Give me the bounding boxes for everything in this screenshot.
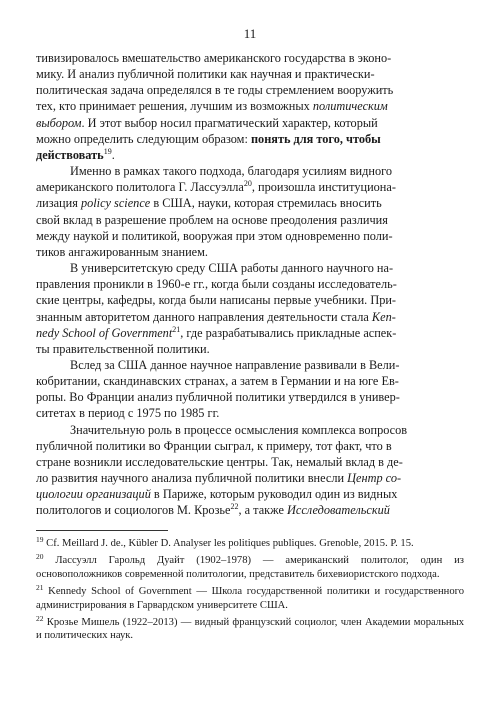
footnote-text: Лассуэлл Гарольд Дуайт (1902–1978) — американский политолог, один из основоположников современной политологии, представитель бихевиористского подхода. — [36, 555, 464, 580]
italic-text: циологии организаций — [36, 487, 151, 502]
italic-text: политическим — [312, 99, 388, 114]
text-run: политологов и социологов М. Крозье — [36, 503, 231, 518]
text-run: политическая задача определялся в те годы стремлением вооружить — [36, 83, 394, 98]
text-run: тех, кто принимает решения, лучшим из возможных — [36, 99, 313, 114]
text-run: ропы. Во Франции анализ публичной политики утвердился в универ- — [36, 390, 400, 405]
footnote-number: 19 — [36, 535, 44, 544]
text-run: ские центры, кафедры, когда были написаны первые учебники. При- — [36, 293, 397, 308]
bold-text: понять для того, чтобы — [250, 131, 381, 146]
paragraph-line — [36, 325, 464, 341]
paragraph-line — [36, 373, 464, 389]
paragraph-line — [36, 486, 464, 502]
text-run: , произошла институциона- — [251, 180, 396, 195]
footnote-ref[interactable]: 22 — [230, 502, 239, 512]
footnote-ref[interactable]: 20 — [243, 179, 252, 189]
paragraph-line — [36, 260, 464, 276]
paragraph-line — [36, 66, 464, 82]
text-run: правления проникли в 1960-е гг., когда были созданы исследователь- — [36, 277, 397, 292]
text-run: В университетскую среду США работы данного научного на- — [70, 261, 394, 276]
footnote — [36, 537, 464, 550]
text-run: . И этот выбор носил прагматический характер, который — [81, 115, 378, 130]
text-run: можно определить следующим образом: — [36, 131, 251, 146]
text-run: стране возникли исследовательские центры. Так, немалый вклад в де- — [36, 454, 403, 469]
italic-text: выбором — [36, 115, 82, 130]
footnote — [36, 616, 464, 643]
paragraph-line — [36, 292, 464, 308]
text-run: кобритании, скандинавских странах, а затем в Германии и на юге Ев- — [36, 374, 399, 389]
text-run: ты правительственной политики. — [36, 341, 210, 356]
footnote-number: 21 — [36, 583, 44, 593]
paragraph-line — [36, 454, 464, 470]
paragraph-line — [36, 82, 464, 98]
paragraph-line — [36, 341, 464, 357]
paragraph-line — [36, 389, 464, 405]
footnote-text: Крозье Мишель (1922–2013) — видный французский социолог, член Академии моральных и политических наук. — [36, 617, 464, 642]
italic-text: Центр со- — [347, 471, 402, 486]
paragraph-line — [36, 179, 464, 195]
italic-text: Ken- — [371, 309, 396, 324]
text-run: . — [111, 147, 115, 162]
paragraph-line — [36, 502, 464, 518]
footnote-text: Cf. Meillard J. de., Kübler D. Analyser les politiques publiques. Grenoble, 2015. P. 15. — [43, 538, 414, 549]
paragraph-line — [36, 98, 464, 114]
text-run: между наукой и политикой, вооружая при этом одновременно поли- — [36, 228, 393, 243]
paragraph-line — [36, 357, 464, 373]
text-run: , а также — [238, 503, 288, 518]
paragraph-line — [36, 309, 464, 325]
paragraph-line — [36, 405, 464, 421]
paragraph-line — [36, 147, 464, 163]
text-run: Значительную роль в процессе осмысления комплекса вопросов — [70, 422, 408, 437]
text-run: знанным авторитетом данного направления деятельности стала — [36, 309, 372, 324]
body-text — [36, 50, 464, 519]
text-run: Вслед за США данное научное направление развивали в Вели- — [70, 357, 400, 372]
footnote-text: Kennedy School of Government — Школа государственной политики и государственного администрирования в Гарвардском университете США. — [36, 586, 464, 611]
text-run: публичной политики во Франции сыграл, к примеру, тот факт, что в — [36, 438, 392, 453]
footnote — [36, 585, 464, 612]
text-run: ситетах в период с 1975 по 1985 гг. — [36, 406, 220, 421]
italic-text: nedy School of Government — [36, 325, 173, 340]
paragraph-line — [36, 163, 464, 179]
paragraph-line — [36, 195, 464, 211]
paragraph-line — [36, 422, 464, 438]
paragraph-line — [36, 276, 464, 292]
italic-text: Исследовательский — [287, 503, 390, 518]
text-run: свой вклад в разрешение проблем на основе преодоления различия — [36, 212, 388, 227]
text-run: Именно в рамках такого подхода, благодаря усилиям видного — [70, 164, 392, 179]
text-run: , где разрабатывались прикладные аспек- — [180, 325, 397, 340]
paragraph-line — [36, 131, 464, 147]
italic-text: policy science — [80, 196, 151, 211]
text-run: тивизировалось вмешательство американского государства в эконо- — [36, 51, 392, 65]
footnote-divider — [36, 530, 168, 531]
paragraph-line — [36, 244, 464, 260]
paragraph-line — [36, 212, 464, 228]
text-run: лизация — [36, 196, 81, 211]
footnotes — [36, 537, 464, 647]
paragraph-line — [36, 115, 464, 131]
text-run: ло развития научного анализа публичной политики внесли — [36, 471, 348, 486]
bold-text: действовать — [36, 147, 104, 162]
footnote-ref[interactable]: 19 — [103, 146, 112, 156]
page-number: 11 — [243, 26, 257, 41]
paragraph-line — [36, 50, 464, 66]
paragraph-line — [36, 438, 464, 454]
text-run: в США, науки, которая стремилась вносить — [150, 196, 382, 211]
footnote — [36, 554, 464, 581]
text-run: американского политолога Г. Лассуэлла — [36, 180, 244, 195]
footnote-number: 22 — [36, 614, 44, 624]
paragraph-line — [36, 470, 464, 486]
text-run: в Париже, которым руководил один из видных — [150, 487, 398, 502]
footnote-number: 20 — [36, 552, 44, 562]
paragraph-line — [36, 228, 464, 244]
footnote-ref[interactable]: 21 — [172, 324, 181, 334]
text-run: тиков ангажированным знанием. — [36, 244, 209, 259]
text-run: мику. И анализ публичной политики как научная и практически- — [36, 67, 375, 82]
